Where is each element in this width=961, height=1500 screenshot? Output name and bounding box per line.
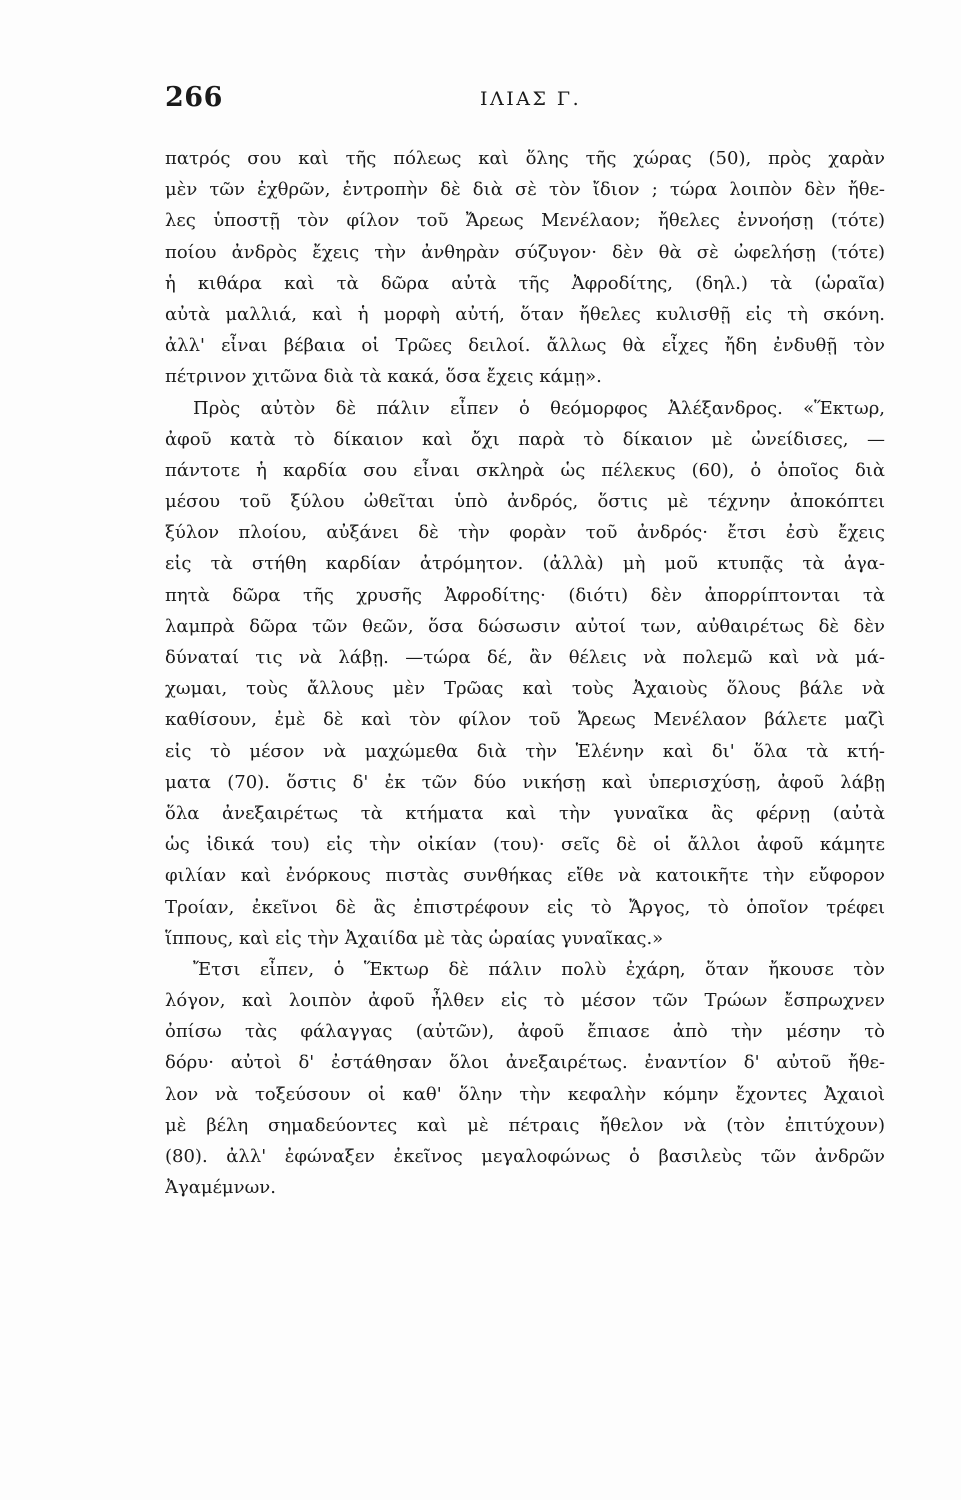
text-line: ὀπίσω τὰς φάλαγγας (αὐτῶν), ἀφοῦ ἔπιασε ἀπὸ τὴν μέσην τὸ	[165, 1021, 885, 1043]
text-line: ἀφοῦ κατὰ τὸ δίκαιον καὶ ὄχι παρὰ τὸ δίκαιον μὲ ὠνείδισες, —	[165, 428, 885, 450]
text-line: πάντοτε ἡ καρδία σου εἶναι σκληρὰ ὡς πέλεκυς (60), ὁ ὁποῖος διὰ	[165, 459, 885, 481]
text-line: ὅλα ἀνεξαιρέτως τὰ κτήματα καὶ τὴν γυναῖκα ἂς φέρνῃ (αὐτὰ	[165, 802, 885, 824]
page-number: 266	[165, 82, 223, 113]
text-line: Τροίαν, ἐκεῖνοι δὲ ἂς ἐπιστρέφουν εἰς τὸ Ἄργος, τὸ ὁποῖον τρέφει	[165, 896, 885, 918]
text-line: χωμαι, τοὺς ἄλλους μὲν Τρῶας καὶ τοὺς Ἀχαιοὺς ὅλους βάλε νὰ	[165, 678, 885, 700]
text-line: μὲ βέλη σημαδεύοντες καὶ μὲ πέτραις ἤθελον νὰ (τὸν ἐπιτύχουν)	[165, 1114, 885, 1136]
text-line: φιλίαν καὶ ἐνόρκους πιστὰς συνθήκας εἴθε νὰ κατοικῆτε τὴν εὔφορον	[165, 865, 885, 887]
text-line: εἰς τὸ μέσον νὰ μαχώμεθα διὰ τὴν Ἑλένην καὶ δι' ὅλα τὰ κτή-	[165, 740, 885, 762]
text-line: ματα (70). ὅστις δ' ἐκ τῶν δύο νικήσῃ καὶ ὑπερισχύσῃ, ἀφοῦ λάβῃ	[165, 771, 885, 793]
text-line: ἡ κιθάρα καὶ τὰ δῶρα αὐτὰ τῆς Ἀφροδίτης, (δηλ.) τὰ (ὡραῖα)	[165, 272, 885, 294]
text-line: Ἔτσι εἶπεν, ὁ Ἕκτωρ δὲ πάλιν πολὺ ἐχάρη, ὅταν ἤκουσε τὸν	[193, 958, 885, 980]
text-line: Ἀγαμέμνων.	[165, 1177, 276, 1199]
text-line: ἀλλ' εἶναι βέβαια οἱ Τρῶες δειλοί. ἄλλως θὰ εἶχες ἤδη ἐνδυθῇ τὸν	[165, 335, 885, 357]
text-line: πέτρινον χιτῶνα διὰ τὰ κακά, ὅσα ἔχεις κάμῃ».	[165, 366, 602, 388]
text-line: δύναταί τις νὰ λάβῃ. —τώρα δέ, ἂν θέλεις νὰ πολεμῶ καὶ νὰ μά-	[165, 647, 885, 668]
text-line: ξύλον πλοίου, αὐξάνει δὲ τὴν φορὰν τοῦ ἀνδρός· ἔτσι ἐσὺ ἔχεις	[165, 522, 885, 544]
text-line: (80). ἀλλ' ἐφώναξεν ἐκεῖνος μεγαλοφώνως ὁ βασιλεὺς τῶν ἀνδρῶν	[165, 1146, 885, 1167]
text-line: πητὰ δῶρα τῆς χρυσῆς Ἀφροδίτης· (διότι) δὲν ἀπορρίπτονται τὰ	[165, 584, 885, 606]
text-line: λες ὑποστῇ τὸν φίλον τοῦ Ἄρεως Μενέλαον; ἤθελες ἐννοήσῃ (τότε)	[165, 210, 885, 232]
text-line: πατρός σου καὶ τῆς πόλεως καὶ ὅλης τῆς χώρας (50), πρὸς χαρὰν	[165, 148, 885, 169]
running-title: ΙΛΙΑΣ Γ.	[480, 88, 582, 110]
body-text	[165, 143, 885, 1203]
text-line: ποίου ἀνδρὸς ἔχεις τὴν ἀνθηρὰν σύζυγον· δὲν θὰ σὲ ὠφελήσῃ (τότε)	[165, 241, 885, 263]
text-line: λαμπρὰ δῶρα τῶν θεῶν, ὅσα δώσωσιν αὐτοί των, αὐθαιρέτως δὲ δὲν	[165, 615, 885, 637]
text-line: εἰς τὰ στήθη καρδίαν ἀτρόμητον. (ἀλλὰ) μὴ μοῦ κτυπᾷς τὰ ἀγα-	[165, 553, 885, 575]
text-line: δόρυ· αὐτοὶ δ' ἐστάθησαν ὅλοι ἀνεξαιρέτως. ἐναντίον δ' αὐτοῦ ἤθε-	[165, 1052, 885, 1074]
text-line: λον νὰ τοξεύσουν οἱ καθ' ὅλην τὴν κεφαλὴν κόμην ἔχοντες Ἀχαιοὶ	[165, 1083, 885, 1105]
text-line: λόγον, καὶ λοιπὸν ἀφοῦ ἦλθεν εἰς τὸ μέσον τῶν Τρώων ἔσπρωχνεν	[165, 990, 885, 1012]
text-line: ὡς ἰδικά του) εἰς τὴν οἰκίαν (του)· σεῖς δὲ οἱ ἄλλοι ἀφοῦ κάμητε	[165, 834, 885, 856]
text-line: μὲν τῶν ἐχθρῶν, ἐντροπὴν δὲ διὰ σὲ τὸν ἴδιον ; τώρα λοιπὸν δὲν ἤθε-	[165, 179, 885, 201]
text-line: μέσου τοῦ ξύλου ὠθεῖται ὑπὸ ἀνδρός, ὅστις μὲ τέχνην ἀποκόπτει	[165, 491, 885, 513]
text-line: αὐτὰ μαλλιά, καὶ ἡ μορφὴ αὐτή, ὅταν ἤθελες κυλισθῇ εἰς τὴ σκόνη.	[165, 303, 885, 325]
text-line: καθίσουν, ἐμὲ δὲ καὶ τὸν φίλον τοῦ Ἄρεως Μενέλαον βάλετε μαζὶ	[165, 709, 885, 731]
text-line: ἵππους, καὶ εἰς τὴν Ἀχαιίδα μὲ τὰς ὡραίας γυναῖκας.»	[165, 927, 664, 949]
text-line: Πρὸς αὐτὸν δὲ πάλιν εἶπεν ὁ θεόμορφος Ἀλέξανδρος. «Ἕκτωρ,	[193, 397, 885, 419]
running-head	[165, 82, 880, 122]
